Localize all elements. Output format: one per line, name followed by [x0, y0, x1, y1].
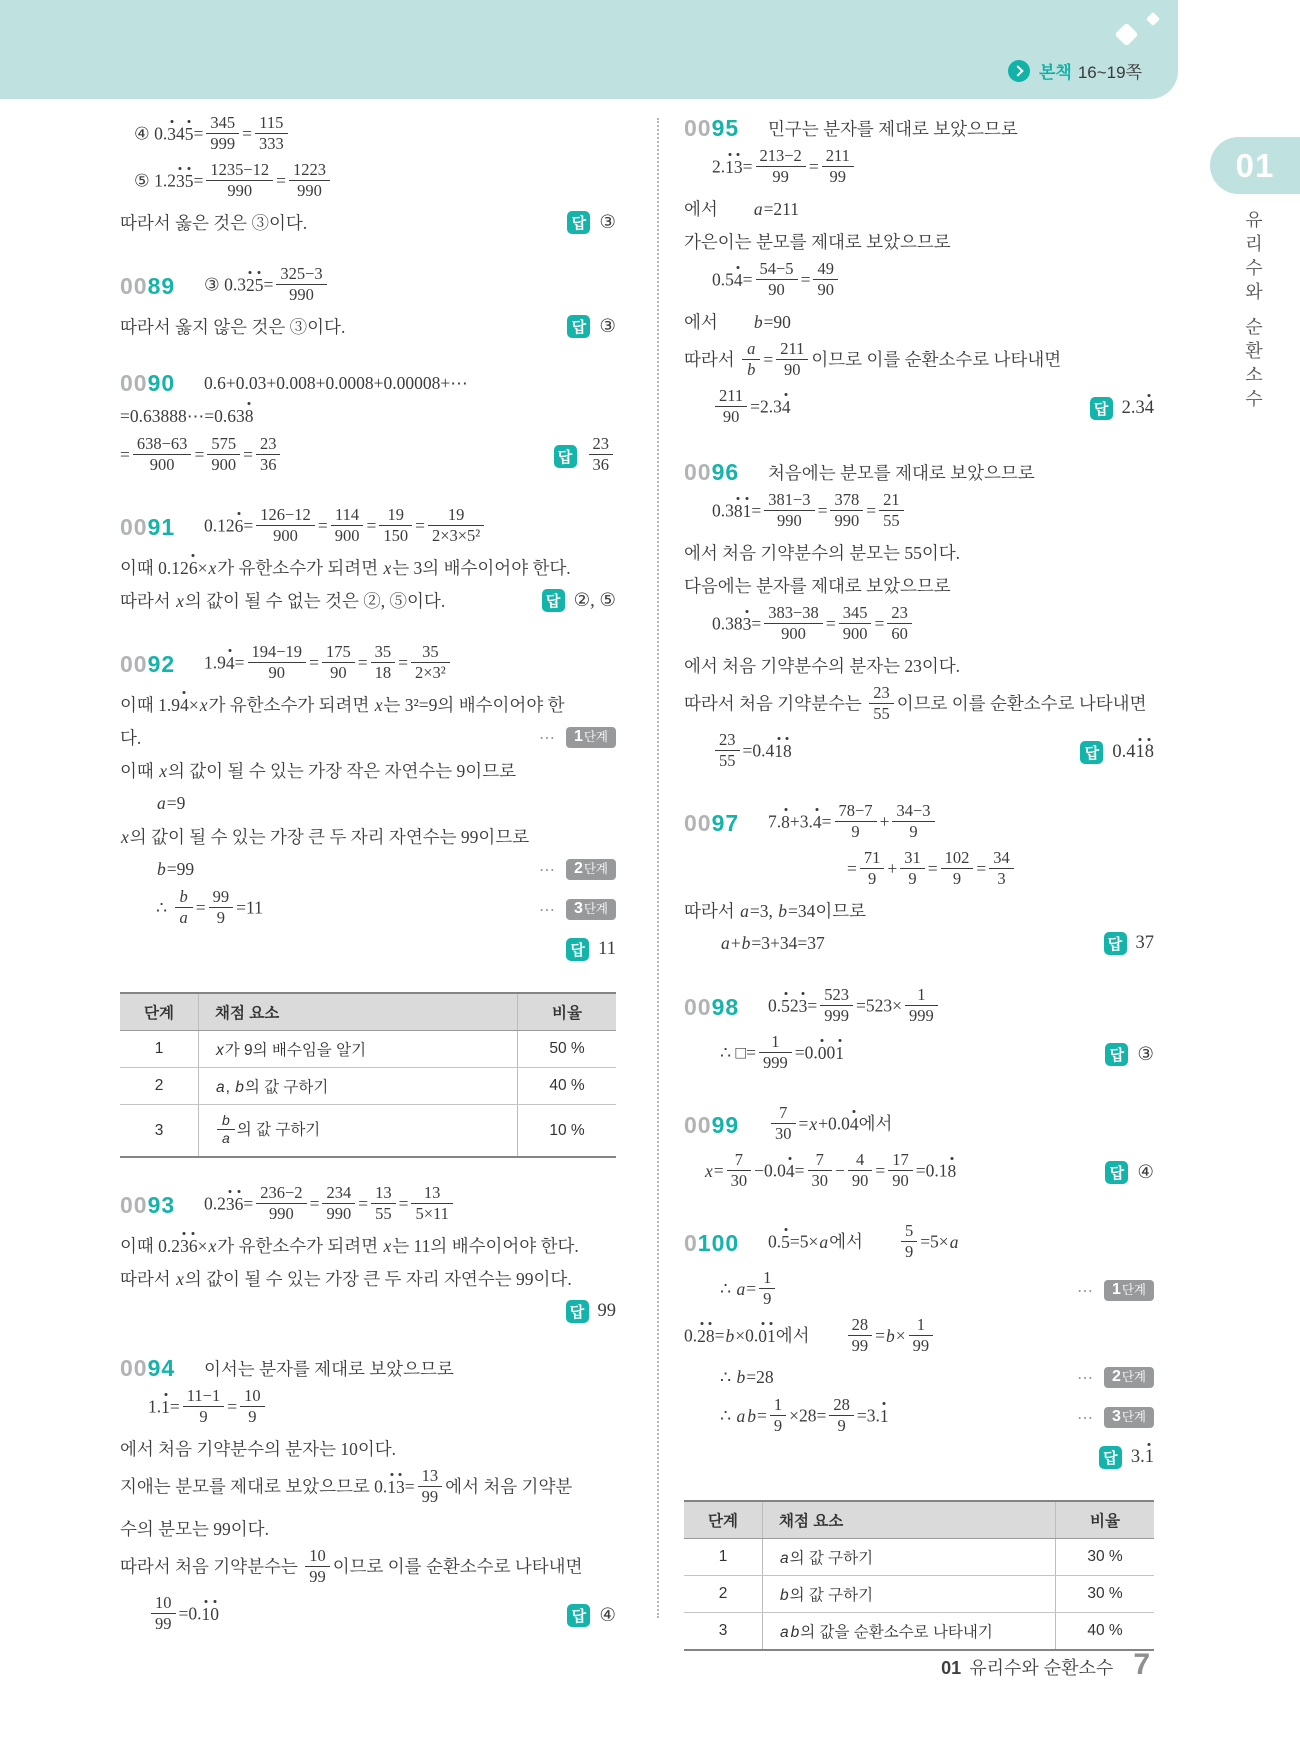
math-text: b=99: [157, 859, 195, 879]
math-text: 다음에는 분자를 제대로 보았으므로: [684, 576, 951, 596]
fraction: $\frac{126-12}{900}$: [256, 505, 315, 546]
fraction: $\frac{34}{3}$: [989, 848, 1014, 889]
fraction: $\frac{11-1}{9}$: [183, 1386, 224, 1427]
table-header-cell: 채점 요소: [763, 1501, 1056, 1539]
sparkle-icon: [1114, 22, 1138, 46]
solution-line: [120, 310, 616, 343]
table-cell: 3: [684, 1613, 763, 1651]
math-text: 에서 처음 기약분수의 분모는 55이다.: [684, 543, 961, 563]
answer-badge: 답: [1099, 1446, 1122, 1469]
math-text: 이서는 분자를 제대로 보았으므로: [204, 1359, 454, 1379]
fraction: $\frac{211}{99}$: [822, 146, 854, 187]
solution-line: [684, 536, 1154, 569]
solution-line: [120, 1182, 616, 1229]
fraction: $\frac{7}{30}$: [771, 1103, 796, 1144]
solution-line: [684, 456, 1154, 489]
problem-0096: [684, 456, 1154, 776]
fraction: $\frac{10}{9}$: [240, 1386, 265, 1427]
math-text: 따라서 $\frac{a}{b}$ = $\frac{211}{90}$ 이므로 이를 순환소수로 나타내면: [684, 339, 1062, 379]
answer-badge: 답: [1105, 1161, 1128, 1184]
fraction: $\frac{345}{999}$: [206, 113, 239, 154]
ellipsis: ⋯: [538, 901, 557, 919]
solution-line: [684, 894, 1154, 927]
table-row: [120, 1105, 616, 1158]
solution-line: [120, 504, 616, 551]
math-text: 이때 0.236×x가 유한소수가 되려면 x는 11의 배수이어야 한다.: [120, 1236, 579, 1256]
solution-line: [120, 206, 616, 239]
math-text: 따라서 x의 값이 될 수 있는 가장 큰 두 자리 자연수는 99이다.: [120, 1269, 572, 1289]
math-text: = $\frac{638-63}{900}$ = $\frac{575}{900}$ = $\frac{23}{36}$: [120, 433, 283, 480]
solution-line: [684, 984, 1154, 1031]
math-text: ③ 0.325= $\frac{325-3}{990}$: [204, 263, 330, 310]
solution-line: [684, 1267, 1154, 1314]
solution-line: [120, 1229, 616, 1262]
table-cell: 1: [684, 1539, 763, 1576]
answer-value: 0.418: [1112, 742, 1154, 762]
math-text: 7.8+3.4= $\frac{78-7}{9}$ + $\frac{34-3}{9}$: [768, 800, 938, 847]
solution-line: [120, 400, 616, 433]
math-text: 이때 1.94×x가 유한소수가 되려면 x는 3²=9의 배수이어야 한: [120, 695, 565, 715]
table-cell: 3: [120, 1105, 199, 1158]
math-text: 0.523= $\frac{523}{999}$ =523× $\frac{1}{999}$: [768, 984, 941, 1031]
fraction: $\frac{114}{900}$: [331, 505, 364, 546]
table-cell: 50 %: [518, 1031, 617, 1068]
math-text: 0.28=b×0.01에서 $\frac{28}{99}$ =b× $\frac{1}{99}$: [684, 1314, 936, 1361]
fraction: $\frac{23}{60}$: [887, 603, 912, 644]
answer-value: 3.1: [1130, 1447, 1154, 1467]
fraction: $\frac{78-7}{9}$: [835, 801, 877, 842]
math-text: 에서 a=211: [684, 199, 800, 219]
math-text: 따라서 처음 기약분수는 $\frac{23}{55}$ 이므로 이를 순환소수로 나타내면: [684, 683, 1147, 723]
problem-continued: [120, 112, 616, 239]
fraction: $\frac{1235-12}{990}$: [206, 160, 273, 201]
fraction: $\frac{35}{\text{2×3²}}$: [411, 642, 450, 683]
solution-line: [684, 112, 1154, 145]
fraction: $\frac{35}{18}$: [371, 642, 396, 683]
problem-number: 0090: [120, 370, 176, 396]
page-footer: [941, 1648, 1150, 1682]
solution-line: [120, 721, 616, 754]
solution-line: [120, 820, 616, 853]
fraction: $\frac{49}{90}$: [813, 259, 838, 300]
table-cell: 30 %: [1056, 1576, 1155, 1613]
math-text: 따라서 x의 값이 될 수 없는 것은 ②, ⑤이다.: [120, 591, 446, 611]
solution-line: [120, 886, 616, 933]
problem-0097: [684, 800, 1154, 960]
math-text: x의 값이 될 수 있는 가장 큰 두 자리 자연수는 99이므로: [121, 827, 530, 847]
solution-line: [684, 927, 1154, 960]
answer-badge: 답: [567, 211, 590, 234]
solution-line: [684, 569, 1154, 602]
math-text: ∴ a b= $\frac{1}{9}$ ×28= $\frac{28}{9}$ =3.1: [720, 1395, 889, 1435]
solution-line: [684, 1361, 1154, 1394]
fraction: $\frac{1}{99}$: [909, 1315, 934, 1356]
answer-badge: 답: [1105, 1043, 1128, 1066]
fraction: $\frac{575}{900}$: [207, 434, 240, 475]
chapter-number-tab: [1210, 137, 1300, 194]
chapter-title-vertical: 유리수와 순환소수: [1243, 210, 1263, 414]
fraction: $\frac{13}{5\times 11}$: [411, 1183, 452, 1224]
header-band: [0, 0, 1178, 99]
step-badge: 1단계: [566, 727, 616, 748]
math-text: a+b=3+34=37: [721, 933, 825, 953]
table-header-cell: 단계: [684, 1501, 763, 1539]
table-cell: 10 %: [518, 1105, 617, 1158]
solution-line: [120, 263, 616, 310]
math-text: 이때 x의 값이 될 수 있는 가장 작은 자연수는 9이므로: [120, 761, 517, 781]
column-divider: [657, 118, 659, 1618]
fraction: $\frac{115}{333}$: [255, 113, 288, 154]
right-column: [684, 112, 1154, 1675]
math-text: ∴ a= $\frac{1}{9}$: [720, 1267, 778, 1314]
footer-chapter-title: 유리수와 순환소수: [969, 1658, 1114, 1678]
table-cell: a, b의 값 구하기: [199, 1068, 518, 1105]
fraction: $\frac{23}{36}$: [589, 434, 614, 475]
answer-value: 99: [597, 1301, 616, 1321]
solution-line: [120, 584, 616, 617]
solution-line: [120, 551, 616, 584]
math-text: 이때 0.126×x가 유한소수가 되려면 x는 3의 배수이어야 한다.: [120, 558, 571, 578]
math-text: $\frac{211}{90}$ =2.34: [712, 385, 791, 432]
book-page-ref: [1008, 58, 1142, 83]
problem-0099: [684, 1102, 1154, 1196]
step-badge: 2단계: [566, 859, 616, 880]
math-text: 2.13= $\frac{213-2}{99}$ = $\frac{211}{99}$: [712, 145, 857, 192]
solution-line: [684, 729, 1154, 776]
math-text: =0.63888⋯=0.638: [120, 406, 254, 426]
math-text: $\frac{7}{30}$ =x+0.04에서: [768, 1102, 892, 1149]
fraction: $\frac{383-38}{900}$: [764, 603, 823, 644]
math-text: 0.383= $\frac{383-38}{900}$ = $\frac{345}{900}$ = $\frac{23}{60}$: [712, 602, 915, 649]
solution-line: [684, 192, 1154, 225]
answer-value: [586, 433, 617, 480]
math-text: 따라서 옳지 않은 것은 ③이다.: [120, 317, 346, 337]
fraction: $\frac{13}{55}$: [371, 1183, 396, 1224]
math-text: 다.: [120, 728, 142, 748]
fraction: $\frac{523}{999}$: [820, 985, 853, 1026]
solution-line: [684, 649, 1154, 682]
answer-badge: 답: [1080, 741, 1103, 764]
fraction: $\frac{211}{90}$: [715, 386, 747, 427]
fraction: $\frac{1223}{990}$: [289, 160, 330, 201]
solution-line: [684, 847, 1154, 894]
table-row: [120, 1068, 616, 1105]
solution-line: [684, 385, 1154, 432]
fraction: $\frac{381-3}{990}$: [764, 490, 814, 531]
fraction: $\frac{236-2}{990}$: [256, 1183, 306, 1224]
solution-line: [120, 1295, 616, 1328]
solution-line: [684, 225, 1154, 258]
math-text: $\frac{10}{99}$ =0.10: [148, 1592, 219, 1639]
fraction: $\frac{28}{9}$: [829, 1395, 854, 1436]
problem-number: 0093: [120, 1192, 176, 1218]
answer-badge: 답: [567, 1604, 590, 1627]
math-text: ∴ b=28: [720, 1367, 774, 1387]
solution-line: [120, 641, 616, 688]
problem-number: 0089: [120, 273, 176, 299]
step-badge: 3단계: [566, 899, 616, 920]
math-text: a=9: [157, 793, 186, 813]
fraction: $\frac{54-5}{90}$: [756, 259, 798, 300]
solution-line: [120, 1465, 616, 1512]
answer-value: ③: [599, 316, 616, 337]
math-text: ∴ □= $\frac{1}{999}$ =0.001: [720, 1032, 844, 1072]
table-header-cell: 비율: [1056, 1501, 1155, 1539]
problem-number: 0094: [120, 1355, 176, 1381]
solution-line: [120, 367, 616, 400]
table-cell: 1: [120, 1031, 199, 1068]
solution-line: [684, 145, 1154, 192]
problem-0089: [120, 263, 616, 343]
solution-line: [684, 1394, 1154, 1441]
math-text: $\frac{23}{55}$ =0.418: [712, 729, 792, 776]
solution-line: [120, 853, 616, 886]
solution-line: [684, 1031, 1154, 1078]
fraction: $\frac{a}{b}$: [742, 339, 760, 380]
math-text: 0.126= $\frac{126-12}{900}$ = $\frac{114}{900}$ = $\frac{19}{150}$ = $\frac{19}{\text{2×3×5²}}$: [204, 504, 487, 551]
table-header-cell: 채점 요소: [199, 993, 518, 1031]
answer-value: ②, ⑤: [573, 590, 616, 611]
answer-badge: 답: [542, 589, 565, 612]
fraction: $\frac{b}{a}$: [175, 887, 193, 928]
math-text: ⑤ 1.235= $\frac{1235-12}{990}$ = $\frac{1223}{990}$: [134, 159, 333, 206]
solution-line: [120, 1432, 616, 1465]
math-text: 0.5=5×a에서 $\frac{5}{9}$ =5×a: [768, 1221, 959, 1261]
step-badge: 2단계: [1104, 1367, 1154, 1388]
math-text: 0.381= $\frac{381-3}{990}$ = $\frac{378}{990}$ = $\frac{21}{55}$: [712, 489, 907, 536]
answer-value: ④: [599, 1605, 616, 1626]
left-column: [120, 112, 616, 1663]
table-row: [684, 1613, 1154, 1651]
answer-value: 2.34: [1121, 398, 1154, 418]
fraction: $\frac{345}{900}$: [839, 603, 872, 644]
fraction: $\frac{23}{55}$: [869, 683, 894, 724]
chevron-right-icon: [1008, 60, 1030, 82]
fraction: $\frac{1}{999}$: [905, 985, 938, 1026]
solution-line: [120, 433, 616, 480]
math-text: 에서 처음 기약분수의 분자는 10이다.: [120, 1439, 397, 1459]
math-text: 따라서 처음 기약분수는 $\frac{10}{99}$ 이므로 이를 순환소수로 나타내면: [120, 1546, 583, 1586]
math-text: = $\frac{71}{9}$ + $\frac{31}{9}$ = $\frac{102}{9}$ = $\frac{34}{3}$: [847, 847, 1017, 894]
table-cell: 2: [120, 1068, 199, 1105]
grading-table: [120, 992, 616, 1158]
fraction: $\frac{21}{55}$: [879, 490, 904, 531]
solution-line: [120, 159, 616, 206]
solution-line: [120, 1352, 616, 1385]
solution-line: [684, 489, 1154, 536]
fraction: $\frac{19}{\text{2×3×5²}}$: [428, 505, 484, 546]
table-cell: a b의 값을 순환소수로 나타내기: [763, 1613, 1056, 1651]
answer-badge: 답: [554, 445, 577, 468]
answer-badge: 답: [566, 938, 589, 961]
problem-0095: [684, 112, 1154, 432]
problem-number: 0095: [684, 115, 740, 141]
table-cell: 40 %: [518, 1068, 617, 1105]
problem-0093: [120, 1182, 616, 1328]
table-header-cell: 단계: [120, 993, 199, 1031]
fraction: $\frac{23}{36}$: [256, 434, 281, 475]
math-text: 따라서 옳은 것은 ③이다.: [120, 213, 308, 233]
solution-line: [684, 305, 1154, 338]
math-text: 0.54= $\frac{54-5}{90}$ = $\frac{49}{90}$: [712, 258, 841, 305]
table-cell: x가 9의 배수임을 알기: [199, 1031, 518, 1068]
solution-line: [120, 754, 616, 787]
book-ref-pages: 16~19쪽: [1077, 63, 1142, 82]
problem-number: 0092: [120, 651, 176, 677]
math-text: 따라서 a=3, b=34이므로: [684, 901, 867, 921]
math-text: 에서 b=90: [684, 312, 791, 332]
math-text: 민구는 분자를 제대로 보았으므로: [768, 119, 1018, 139]
answer-badge: 답: [1090, 397, 1113, 420]
ellipsis: ⋯: [1076, 1282, 1095, 1300]
math-text: ④ 0.345= $\frac{345}{999}$ = $\frac{115}{333}$: [134, 112, 291, 159]
problem-0092: [120, 641, 616, 1158]
solution-line: [120, 1592, 616, 1639]
solution-line: [684, 682, 1154, 729]
math-text: 1.1= $\frac{11-1}{9}$ = $\frac{10}{9}$: [148, 1385, 268, 1432]
table-row: [120, 1031, 616, 1068]
fraction: $\frac{1}{9}$: [759, 1268, 775, 1309]
problem-number: 0091: [120, 514, 176, 540]
fraction: $\frac{211}{90}$: [776, 339, 808, 380]
solution-line: [684, 800, 1154, 847]
problem-number: 0096: [684, 459, 740, 485]
table-cell: 2: [684, 1576, 763, 1613]
solution-line: [120, 1512, 616, 1545]
math-text: ∴ $\frac{b}{a}$ = $\frac{99}{9}$ =11: [156, 887, 263, 927]
fraction: $\frac{71}{9}$: [860, 848, 885, 889]
solution-line: [120, 112, 616, 159]
table-row: [684, 1576, 1154, 1613]
fraction: $\frac{5}{9}$: [901, 1221, 917, 1262]
problem-number: 0098: [684, 994, 740, 1020]
fraction: $\frac{175}{90}$: [322, 642, 355, 683]
fraction: $\frac{4}{90}$: [848, 1150, 873, 1191]
table-cell: a의 값 구하기: [763, 1539, 1056, 1576]
solution-line: [684, 338, 1154, 385]
fraction: $\frac{28}{99}$: [848, 1315, 873, 1356]
solution-line: [684, 1149, 1154, 1196]
fraction: $\frac{19}{150}$: [379, 505, 412, 546]
solution-line: [684, 602, 1154, 649]
page-number: 7: [1133, 1648, 1150, 1681]
problem-0090: [120, 367, 616, 480]
math-text: 가은이는 분모를 제대로 보았으므로: [684, 232, 951, 252]
math-text: 처음에는 분모를 제대로 보았으므로: [768, 463, 1035, 483]
math-text: 0.236= $\frac{236-2}{990}$ = $\frac{234}{990}$ = $\frac{13}{55}$ = $\frac{13}{5\times 11}$: [204, 1182, 456, 1229]
chapter-number: 01: [1235, 146, 1275, 184]
math-text: 0.6+0.03+0.008+0.0008+0.00008+⋯: [204, 373, 468, 393]
math-text: 1.94= $\frac{194-19}{90}$ = $\frac{175}{90}$ = $\frac{35}{18}$ = $\frac{35}{\text{2×3²}}$: [204, 641, 453, 688]
answer-value: ③: [1137, 1044, 1154, 1065]
fraction: $\frac{638-63}{900}$: [133, 434, 192, 475]
fraction: $\frac{13}{99}$: [418, 1466, 443, 1507]
problem-0098: [684, 984, 1154, 1078]
problem-0094: [120, 1352, 616, 1639]
fraction: $\frac{17}{90}$: [888, 1150, 913, 1191]
fraction: $\frac{23}{55}$: [715, 730, 740, 771]
solution-line: [120, 787, 616, 820]
solution-line: [684, 1220, 1154, 1267]
solution-line: [120, 1545, 616, 1592]
math-text: x= $\frac{7}{30}$ −0.04= $\frac{7}{30}$ − $\frac{4}{90}$ = $\frac{17}{90}$ =0.18: [705, 1150, 957, 1190]
problem-number: 0097: [684, 810, 740, 836]
solution-line: [684, 1102, 1154, 1149]
book-ref-label: 본책: [1038, 63, 1072, 82]
answer-value: 37: [1135, 933, 1154, 953]
fraction: $\frac{102}{9}$: [941, 848, 974, 889]
fraction: $\frac{31}{9}$: [900, 848, 925, 889]
fraction: $\frac{234}{990}$: [322, 1183, 355, 1224]
fraction: $\frac{10}{99}$: [151, 1593, 176, 1634]
footer-chapter-number: 01: [941, 1658, 962, 1678]
table-cell: $\frac{b}{a}$ 의 값 구하기: [199, 1105, 518, 1158]
answer-badge: 답: [1104, 932, 1127, 955]
problem-number: 0100: [684, 1230, 740, 1256]
fraction: $\frac{325-3}{990}$: [276, 264, 326, 305]
table-cell: b의 값 구하기: [763, 1576, 1056, 1613]
sparkle-icon: [1146, 12, 1160, 26]
table-header-cell: 비율: [518, 993, 617, 1031]
fraction: $\frac{1}{999}$: [759, 1032, 792, 1073]
table-row: [684, 1539, 1154, 1576]
fraction: $\frac{b}{a}$: [217, 1112, 235, 1147]
ellipsis: ⋯: [1076, 1369, 1095, 1387]
answer-value: ③: [599, 212, 616, 233]
solution-line: [684, 258, 1154, 305]
solution-line: [120, 688, 616, 721]
fraction: $\frac{7}{30}$: [727, 1150, 752, 1191]
solution-line: [684, 1441, 1154, 1474]
step-badge: 3단계: [1104, 1407, 1154, 1428]
ellipsis: ⋯: [538, 861, 557, 879]
answer-value: 11: [598, 939, 616, 959]
fraction: $\frac{99}{9}$: [209, 887, 234, 928]
fraction: $\frac{10}{99}$: [305, 1546, 330, 1587]
table-cell: 40 %: [1056, 1613, 1155, 1651]
problem-0091: [120, 504, 616, 617]
solution-line: [120, 1385, 616, 1432]
answer-badge: 답: [567, 315, 590, 338]
math-text: 수의 분모는 99이다.: [120, 1519, 269, 1539]
ellipsis: ⋯: [1076, 1409, 1095, 1427]
fraction: $\frac{378}{990}$: [830, 490, 863, 531]
step-badge: 1단계: [1104, 1280, 1154, 1301]
fraction: $\frac{194-19}{90}$: [248, 642, 307, 683]
solution-line: [120, 933, 616, 966]
ellipsis: ⋯: [538, 729, 557, 747]
math-text: 지애는 분모를 제대로 보았으므로 0.13= $\frac{13}{99}$ 에서 처음 기약분: [120, 1466, 573, 1506]
grading-table: [684, 1500, 1154, 1651]
fraction: $\frac{7}{30}$: [808, 1150, 833, 1191]
table-cell: 30 %: [1056, 1539, 1155, 1576]
answer-badge: 답: [566, 1300, 589, 1323]
problem-number: 0099: [684, 1112, 740, 1138]
solution-line: [684, 1314, 1154, 1361]
problem-0100: [684, 1220, 1154, 1651]
fraction: $\frac{34-3}{9}$: [892, 801, 934, 842]
fraction: $\frac{213-2}{99}$: [756, 146, 806, 187]
fraction: $\frac{1}{9}$: [770, 1395, 786, 1436]
answer-value: ④: [1137, 1162, 1154, 1183]
math-text: 에서 처음 기약분수의 분자는 23이다.: [684, 656, 961, 676]
solution-line: [120, 1262, 616, 1295]
